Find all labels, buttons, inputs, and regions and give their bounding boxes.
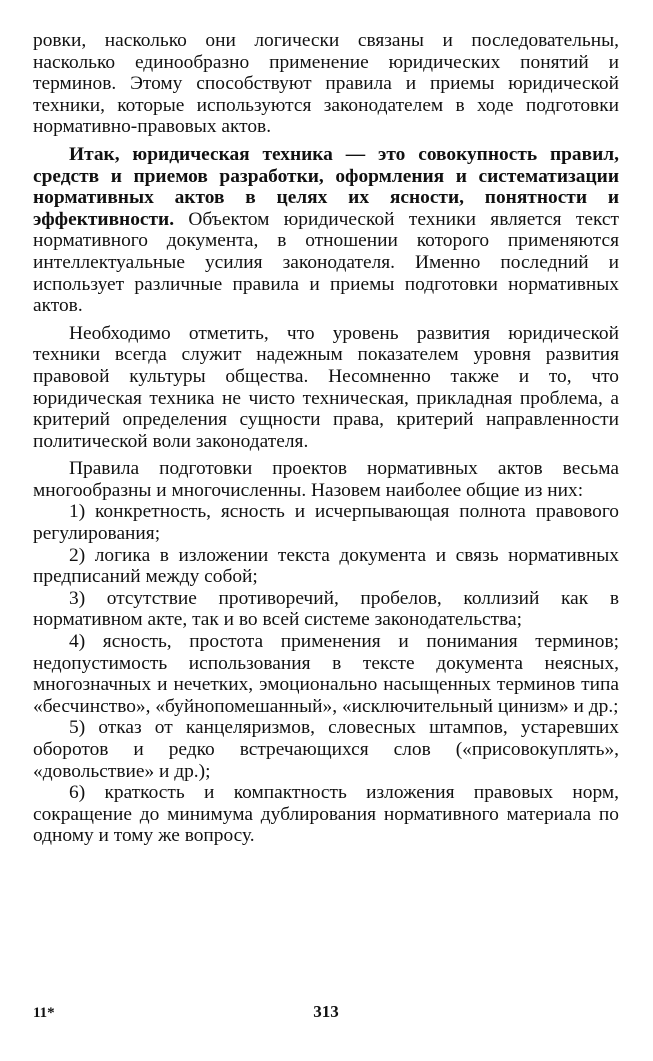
paragraph bbox=[33, 458, 619, 501]
signature-mark: 11* bbox=[33, 1005, 55, 1021]
paragraph-text: Объектом юридической техники является текст нормативного документа, в отношении которого применяются интеллектуальные усилия законодателя. Именно последний и использует различные правила и приемы подготовки нормативных актов. bbox=[33, 208, 619, 317]
list-item-text: 4) ясность, простота применения и понимания терминов; недопустимость использования в тексте документа неясных, многозначных и нечетких, эмоционально насыщенных терминов типа «бесчинство», «буйнопомешанный», «исключительный цинизм» и др.; bbox=[33, 631, 619, 717]
page-footer bbox=[33, 1002, 619, 1026]
list-item-text: 1) конкретность, ясность и исчерпывающая полнота правового регулирования; bbox=[33, 501, 619, 545]
paragraph-continuation bbox=[33, 30, 619, 138]
paragraph-text: Необходимо отметить, что уровень развития юридической техники всегда служит надежным показателем уровня развития правовой культуры общества. Несомненно также и то, что юридическая техника не чисто техническая, прикладная проблема, а критерий определения сущности права, критерий направленности политической воли законодателя. bbox=[33, 322, 619, 452]
list-item-text: 6) краткость и компактность изложения правовых норм, сокращение до минимума дублирования нормативного материала по одному и тому же вопросу. bbox=[33, 782, 619, 847]
list-item-3 bbox=[33, 588, 619, 631]
list-item-2 bbox=[33, 545, 619, 588]
list-item-5 bbox=[33, 717, 619, 782]
list-item-text: 3) отсутствие противоречий, пробелов, коллизий как в нормативном акте, так и во всей системе законодательства; bbox=[33, 587, 619, 631]
list-item-4 bbox=[33, 631, 619, 717]
paragraph bbox=[33, 323, 619, 453]
list-item-6 bbox=[33, 782, 619, 847]
list-item-text: 2) логика в изложении текста документа и связь нормативных предписаний между собой; bbox=[33, 544, 619, 588]
paragraph-text: Правила подготовки проектов нормативных актов весьма многообразны и многочисленны. Назовем наиболее общие из них: bbox=[33, 458, 619, 501]
list-item-1 bbox=[33, 501, 619, 544]
definition-bold-text: Итак, юридическая техника — это совокупность правил, средств и приемов разработки, оформления и систематизации нормативных актов в целях их ясности, понятности и эффективности. bbox=[33, 143, 619, 230]
paragraph-definition bbox=[33, 144, 619, 317]
page-body bbox=[33, 30, 619, 847]
list-item-text: 5) отказ от канцеляризмов, словесных штампов, устаревших оборотов и редко встречающихся слов («присовокуплять», «довольствие» и др.); bbox=[33, 717, 619, 782]
paragraph-text: ровки, насколько они логически связаны и последовательны, насколько единообразно применение юридических понятий и терминов. Этому способствуют правила и приемы юридической техники, которые используются законодателем в ходе подготовки нормативно-правовых актов. bbox=[33, 30, 619, 138]
page-number: 313 bbox=[313, 1002, 339, 1021]
